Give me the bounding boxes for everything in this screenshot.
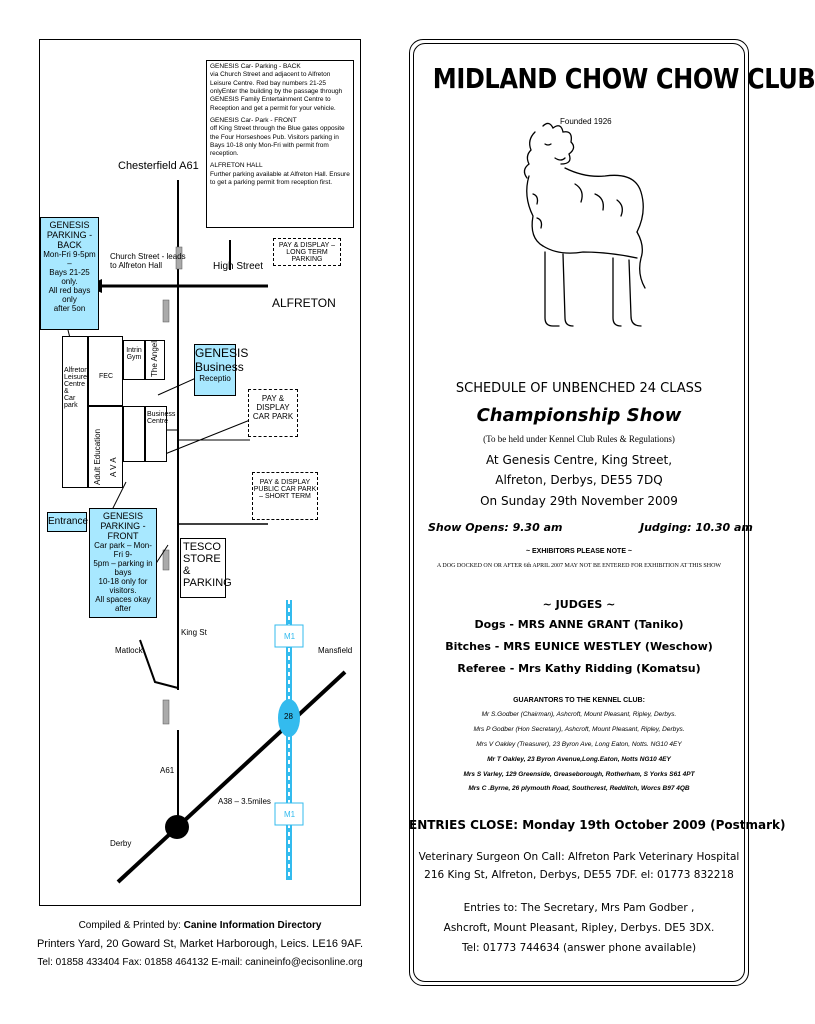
entries-close: ENTRIES CLOSE: Monday 19th October 2009 (Postmark)	[409, 818, 786, 832]
mansfield-label: Mansfield	[318, 646, 353, 655]
genesis-parking-back-box	[40, 217, 99, 330]
alfreton-label: ALFRETON	[272, 296, 336, 310]
founded-label: Founded 1926	[560, 117, 612, 126]
pay-display-car-park	[248, 389, 298, 437]
show-type: Championship Show	[476, 405, 682, 426]
business-centre-building	[145, 406, 176, 462]
m1-bottom-label: M1	[284, 810, 296, 819]
a38-road	[118, 672, 345, 882]
pds-line-3: – SHORT TERM	[259, 493, 311, 500]
guarantor-5: Mrs S Varley, 129 Greenside, Greaseborough, Rotherham, S Yorks S61 4PT	[463, 771, 695, 778]
a38-label: A38 – 3.5miles	[218, 797, 271, 806]
show-opens: Show Opens: 9.30 am	[428, 521, 563, 534]
tesco-line-2: STORE &	[183, 553, 221, 577]
derby-label: Derby	[110, 839, 132, 848]
footer-contact: Tel: 01858 433404 Fax: 01858 464132 E-mail: canineinfo@ecisonline.org	[37, 957, 363, 968]
leisure-line-1: Alfreton	[64, 367, 89, 374]
notes-front-text: off King Street through the Blue gates opposite the Four Horseshoes Pub. Visitors parking in Bays 10-18 only Mon-Fri with permit from reception.	[210, 125, 345, 158]
footer-compiled-name: Canine Information Directory	[183, 920, 322, 931]
leisure-line-3: Centre &	[64, 381, 86, 395]
pay-display-short-term	[252, 472, 318, 520]
gpf-line-4: Car park – Mon-Fri 9-	[94, 541, 152, 559]
gpb-line-1: GENESIS	[49, 220, 90, 230]
pdcp-line-2: DISPLAY	[256, 403, 290, 412]
pds-line-2: PUBLIC CAR PARK	[253, 486, 317, 493]
pds-line-1: PAY & DISPLAY	[259, 479, 311, 486]
entries-to-line-1: Entries to: The Secretary, Mrs Pam Godber ,	[463, 902, 695, 914]
fec-label: FEC	[99, 373, 113, 380]
gb-line-2: Business	[195, 360, 244, 374]
vet-line-2: 216 King St, Alfreton, Derbys, DE55 7DF. el: 01773 832218	[424, 869, 734, 881]
vet-line-1: Veterinary Surgeon On Call: Alfreton Park Veterinary Hospital	[418, 851, 740, 863]
entries-to-line-3: Tel: 01773 744634 (answer phone available)	[461, 942, 697, 954]
tesco-line-1: TESCO	[183, 541, 221, 553]
gym-line-1: Intrin	[126, 347, 142, 354]
exhibitors-note-title: ~ EXHIBITORS PLEASE NOTE ~	[525, 548, 633, 555]
gpb-line-5: Bays 21-25 only.	[49, 268, 90, 286]
gpb-line-4: Mon-Fri 9-5pm –	[43, 250, 96, 268]
judging-time: Judging: 10.30 am	[640, 521, 753, 534]
a61-label: A61	[160, 766, 175, 775]
pdcp-line-3: CAR PARK	[252, 412, 294, 421]
tesco-line-3: PARKING	[183, 577, 232, 589]
intrin-gym-building	[123, 340, 145, 380]
leisure-line-2: Leisure	[64, 374, 87, 381]
footer-compiled	[0, 920, 400, 931]
gpb-line-2: PARKING -	[46, 230, 93, 240]
venue-line-3: On Sunday 29th November 2009	[480, 494, 678, 508]
fec-building	[88, 336, 123, 406]
angel-label: The Angel	[150, 340, 159, 377]
entrance-box	[47, 512, 87, 532]
guarantor-2: Mrs P Godber (Hon Secretary), Ashcroft, Mount Pleasant, Ripley, Derbys.	[473, 726, 685, 733]
gpb-line-7: after 5on	[53, 304, 86, 313]
guarantor-1: Mr S.Godber (Chairman), Ashcroft, Mount Pleasant, Ripley, Derbys.	[481, 711, 677, 718]
notes-hall-text: Further parking available at Alfreton Hall. Ensure to get a parking permit from reception first.	[210, 170, 350, 187]
bc-line-2: Centre	[147, 418, 169, 425]
ava-label: A V A	[109, 457, 118, 477]
judge-referee: Referee - Mrs Kathy Ridding (Komatsu)	[457, 662, 701, 675]
judge-dogs: Dogs - MRS ANNE GRANT (Taniko)	[474, 618, 684, 631]
angel-building	[145, 340, 165, 380]
guarantors-title: GUARANTORS TO THE KENNEL CLUB:	[513, 697, 645, 704]
chesterfield-label: Chesterfield A61	[118, 160, 199, 172]
ava-side-building	[123, 406, 145, 462]
gpf-line-7: All spaces okay after	[95, 595, 151, 613]
guarantor-4: Mr T Oakley, 23 Byron Avenue,Long.Eaton, Notts NG10 4EY	[487, 756, 671, 763]
gpb-line-6: All red bays only	[48, 286, 91, 304]
pdcp-line-1: PAY &	[261, 394, 285, 403]
junction-28-label: 28	[284, 712, 293, 721]
schedule-heading: SCHEDULE OF UNBENCHED 24 CLASS	[455, 381, 703, 396]
venue-line-1: At Genesis Centre, King Street,	[485, 453, 673, 467]
derby-roundabout	[165, 815, 189, 839]
rules-note: (To be held under Kennel Club Rules & Regulations)	[483, 434, 675, 444]
club-title: MIDLAND CHOW CHOW CLUB	[432, 62, 815, 95]
chow-chow-illustration	[505, 114, 655, 374]
gb-line-3: Receptio	[199, 374, 231, 383]
church-street-line-2: to Alfreton Hall	[110, 261, 163, 271]
notes-back-text: via Church Street and adjacent to Alfreton Leisure Centre. Red bay numbers 21-25 onlyEnter the building by the passage through GENESIS Family Entertainment Centre to Reception and get a permit for your vehicle.	[210, 71, 343, 112]
notes-hall-title: ALFRETON HALL	[210, 162, 263, 170]
gpb-line-3: BACK	[57, 240, 82, 250]
gpf-line-3: FRONT	[107, 531, 139, 541]
judges-title: ~ JUDGES ~	[542, 598, 616, 611]
pay-display-long-term	[273, 238, 341, 266]
judge-bitches: Bitches - MRS EUNICE WESTLEY (Weschow)	[445, 640, 713, 653]
bc-line-1: Business	[147, 411, 176, 418]
venue-line-2: Alfreton, Derbys, DE55 7DQ	[495, 473, 663, 487]
exhibitors-note: A DOG DOCKED ON OR AFTER 6th APRIL 2007 MAY NOT BE ENTERED FOR EXHIBITION AT THIS SHOW	[436, 563, 722, 569]
adult-education-building	[88, 406, 123, 488]
gym-line-2: Gym	[126, 354, 142, 361]
parking-notes	[206, 60, 354, 228]
genesis-business-box	[194, 344, 249, 396]
gpf-line-5: 5pm – parking in bays	[93, 559, 153, 577]
gpf-line-6: 10-18 only for visitors.	[98, 577, 148, 595]
guarantor-6: Mrs C .Byrne, 26 plymouth Road, Southcrest, Redditch, Worcs B97 4QB	[468, 785, 690, 792]
entrance-label: Entrance	[48, 516, 89, 527]
church-street-line-1: Church Street - leads	[110, 252, 186, 261]
matlock-label: Matlock	[115, 646, 143, 655]
leisure-line-4: Car park	[64, 395, 78, 409]
pdl-line-1: PAY & DISPLAY –	[278, 242, 336, 249]
guarantor-3: Mrs V Oakley (Treasurer), 23 Byron Ave, Long Eaton, Notts. NG10 4EY	[476, 741, 682, 748]
notes-back-title: GENESIS Car- Parking - BACK	[210, 63, 301, 70]
pdl-line-2: LONG TERM PARKING	[286, 249, 328, 263]
church-street-label	[110, 252, 186, 270]
genesis-parking-front-box	[89, 508, 157, 618]
king-st-label: King St	[181, 628, 207, 637]
matlock-road	[140, 640, 178, 688]
m1-top-label: M1	[284, 632, 296, 641]
adult-education-label: Adult Education	[93, 428, 102, 485]
high-street-label: High Street	[213, 261, 264, 272]
leisure-centre-building	[62, 336, 88, 488]
notes-front-title: GENESIS Car- Park - FRONT	[210, 116, 297, 124]
footer-compiled-prefix: Compiled & Printed by:	[78, 920, 184, 931]
gpf-line-2: PARKING -	[100, 521, 146, 531]
gb-line-1: GENESIS	[195, 346, 249, 360]
tesco-box	[180, 538, 232, 598]
entries-to-line-2: Ashcroft, Mount Pleasant, Ripley, Derbys. DE5 3DX.	[443, 922, 715, 934]
footer-address: Printers Yard, 20 Goward St, Market Harborough, Leics. LE16 9AF.	[36, 938, 364, 950]
gpf-line-1: GENESIS	[102, 511, 143, 521]
